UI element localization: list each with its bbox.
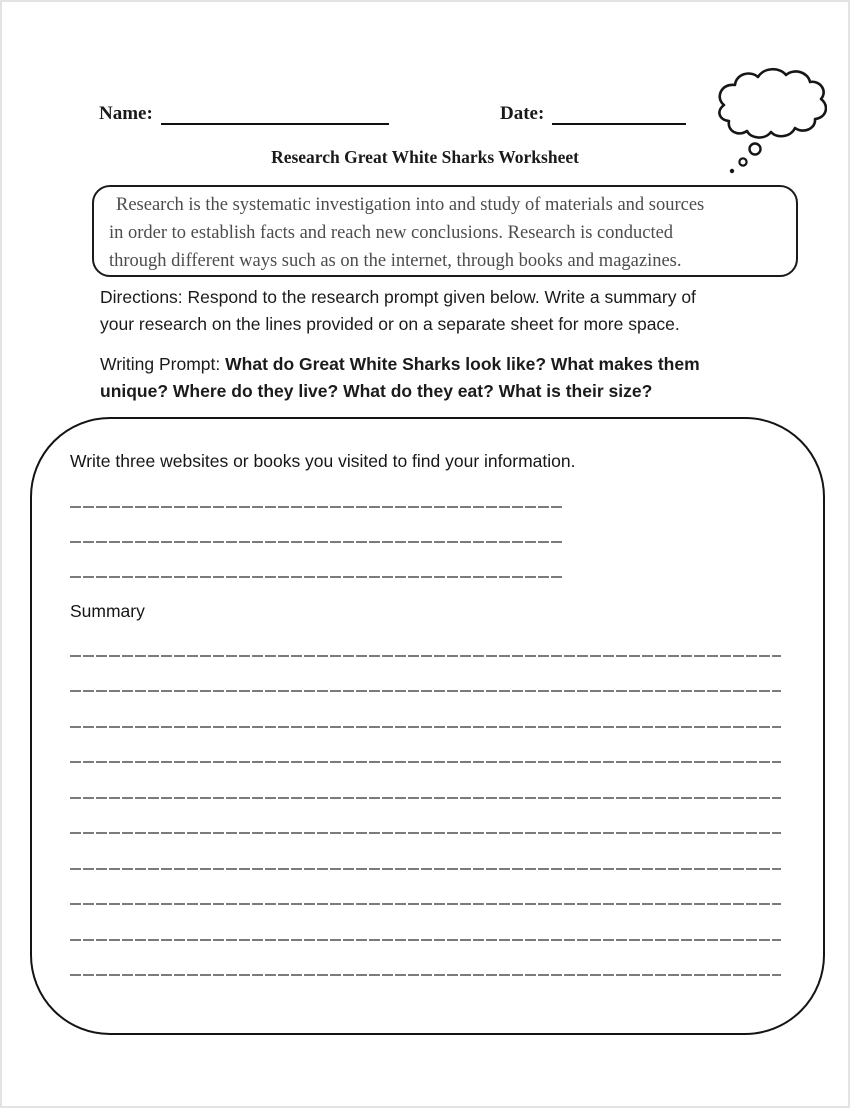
blank-line xyxy=(70,974,781,976)
name-field-group xyxy=(99,103,389,125)
name-blank-line xyxy=(161,105,389,125)
blank-line xyxy=(70,541,564,543)
blank-line xyxy=(70,832,781,834)
blank-line xyxy=(70,939,781,941)
websites-instruction: Write three websites or books you visited to find your information. xyxy=(70,451,576,471)
blank-line xyxy=(70,655,781,657)
summary-label: Summary xyxy=(70,601,145,621)
summary-lines xyxy=(70,655,823,977)
websites-lines xyxy=(70,506,823,578)
writing-prompt-question: unique? Where do they live? What do they eat? What is their size? xyxy=(100,381,653,401)
date-blank-line xyxy=(552,105,686,125)
definition-line: in order to establish facts and reach new conclusions. Research is conducted xyxy=(109,223,674,243)
date-label: Date: xyxy=(500,103,545,124)
blank-line xyxy=(70,868,781,870)
blank-line xyxy=(70,726,781,728)
writing-prompt-question: What do Great White Sharks look like? What makes them xyxy=(225,354,700,374)
blank-line xyxy=(70,576,564,578)
directions-text xyxy=(100,284,696,338)
blank-line xyxy=(70,903,781,905)
definition-line: through different ways such as on the internet, through books and magazines. xyxy=(109,251,682,271)
writing-prompt xyxy=(100,351,700,405)
writing-prompt-label: Writing Prompt: xyxy=(100,354,226,374)
research-definition-box xyxy=(92,185,798,277)
definition-line: Research is the systematic investigation into and study of materials and sources xyxy=(116,195,705,215)
response-box xyxy=(30,417,825,1035)
thought-bubble-icon xyxy=(702,66,827,178)
blank-line xyxy=(70,761,781,763)
name-label: Name: xyxy=(99,103,153,124)
page-title: Research Great White Sharks Worksheet xyxy=(271,147,579,167)
directions-line: Directions: Respond to the research prompt given below. Write a summary of xyxy=(100,287,696,307)
directions-line: your research on the lines provided or on a separate sheet for more space. xyxy=(100,314,680,334)
blank-line xyxy=(70,690,781,692)
blank-line xyxy=(70,797,781,799)
writing-prompt-line xyxy=(100,378,700,405)
date-field-group xyxy=(500,103,686,125)
blank-line xyxy=(70,506,564,508)
writing-prompt-line xyxy=(100,351,700,378)
